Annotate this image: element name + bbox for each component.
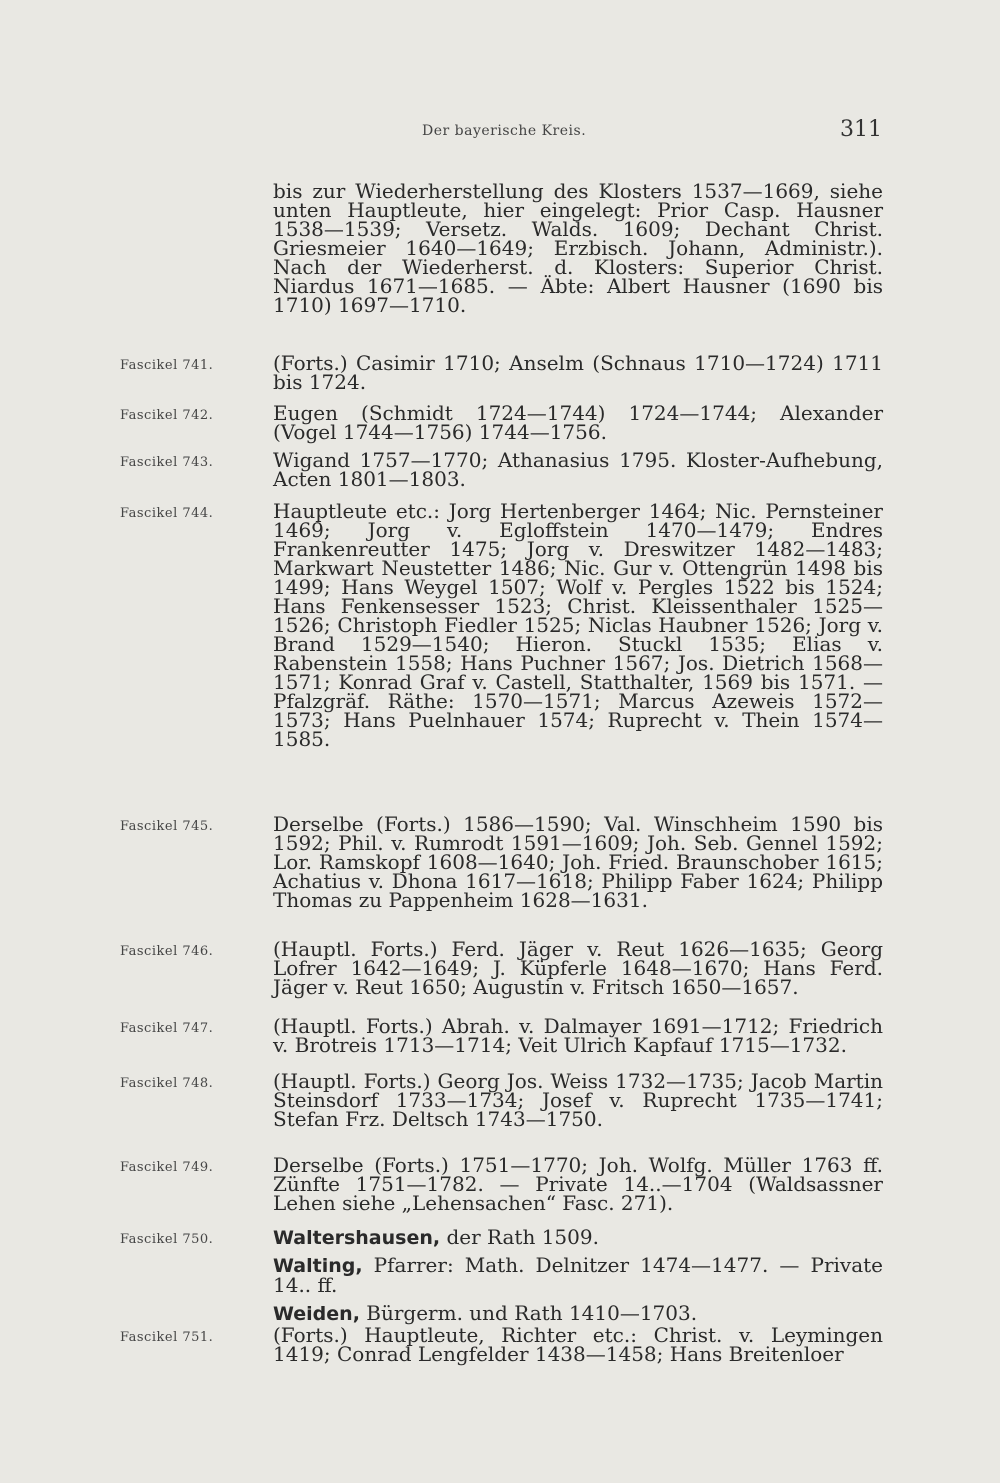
place-text: Bürgerm. und Rath 1410—1703.	[366, 1301, 698, 1325]
fascicle-label: Fascikel 742.	[120, 408, 214, 423]
fascicle-label: Fascikel 748.	[120, 1076, 214, 1091]
place-name: Walting,	[273, 1255, 363, 1277]
fascicle-label: Fascikel 744.	[120, 506, 214, 521]
place-name: Weiden,	[273, 1303, 360, 1325]
entry-text: (Hauptl. Forts.) Abrah. v. Dalmayer 1691—1712; Friedrich v. Brotreis 1713—1714; Veit Ulrich Kapfauf 1715—1732.	[273, 1014, 883, 1057]
fascicle-label: Fascikel 747.	[120, 1021, 214, 1036]
place-name: Waltershausen,	[273, 1227, 441, 1249]
entry-text: Wigand 1757—1770; Athanasius 1795. Kloster-Aufhebung, Acten 1801—1803.	[273, 448, 883, 491]
fascicle-label: Fascikel 750.	[120, 1232, 214, 1247]
entry-text: bis zur Wiederherstellung des Klosters 1537—1669, siehe unten Hauptleute, hier eingelegt: Prior Casp. Hausner 1538—1539; Versetz. Walds. 1609; Dechant Christ. Griesmeier 1640—1649; Erzbisch. Johann, Administr.). Nach der Wiederherst. d. Klosters: Superior Christ. Niardus 1671—1685. — Äbte: Albert Hausner (1690 bis 1710) 1697—1710.	[273, 179, 883, 317]
entry-text: (Hauptl. Forts.) Ferd. Jäger v. Reut 1626—1635; Georg Lofrer 1642—1649; J. Küpferle 1648—1670; Hans Ferd. Jäger v. Reut 1650; Augustin v. Fritsch 1650—1657.	[273, 937, 883, 999]
fascicle-label: Fascikel 749.	[120, 1160, 214, 1175]
entry-text: (Hauptl. Forts.) Georg Jos. Weiss 1732—1735; Jacob Martin Steinsdorf 1733—1734; Josef v. Ruprecht 1735—1741; Stefan Frz. Deltsch 1743—1750.	[273, 1069, 883, 1131]
place-text: der Rath 1509.	[446, 1225, 599, 1249]
entry-text	[273, 1253, 883, 1297]
entry-text: (Forts.) Casimir 1710; Anselm (Schnaus 1710—1724) 1711 bis 1724.	[273, 351, 883, 394]
fascicle-label: Fascikel 743.	[120, 455, 214, 470]
fascicle-label: Fascikel 745.	[120, 819, 214, 834]
fascicle-label: Fascikel 751.	[120, 1330, 214, 1345]
fascicle-label: Fascikel 741.	[120, 358, 214, 373]
entry-text: Derselbe (Forts.) 1751—1770; Joh. Wolfg. Müller 1763 ff. Zünfte 1751—1782. — Private 14..—1704 (Waldsassner Lehen siehe „Lehensachen“ Fasc. 271).	[273, 1153, 883, 1215]
page-number: 311	[840, 117, 882, 142]
entry-text: Eugen (Schmidt 1724—1744) 1724—1744; Alexander (Vogel 1744—1756) 1744—1756.	[273, 401, 883, 444]
entry-text	[273, 1225, 883, 1249]
fascicle-label: Fascikel 746.	[120, 944, 214, 959]
header-title: Der bayerische Kreis.	[422, 123, 587, 139]
place-text: Pfarrer: Math. Delnitzer 1474—1477. — Private 14.. ff.	[273, 1253, 883, 1297]
entry-text: Derselbe (Forts.) 1586—1590; Val. Winschheim 1590 bis 1592; Phil. v. Rumrodt 1591—1609; Joh. Seb. Gennel 1592; Lor. Ramskopf 1608—1640; Joh. Fried. Braunschober 1615; Achatius v. Dhona 1617—1618; Philipp Faber 1624; Philipp Thomas zu Pappenheim 1628—1631.	[273, 812, 883, 912]
entry-text: Hauptleute etc.: Jorg Hertenberger 1464; Nic. Pernsteiner 1469; Jorg v. Egloffstein 1470—1479; Endres Frankenreutter 1475; Jorg v. Dreswitzer 1482—1483; Markwart Neustetter 1486; Nic. Gur v. Ottengrün 1498 bis 1499; Hans Weygel 1507; Wolf v. Pergles 1522 bis 1524; Hans Fenkensesser 1523; Christ. Kleissenthaler 1525—1526; Christoph Fiedler 1525; Niclas Haubner 1526; Jorg v. Brand 1529—1540; Hieron. Stuckl 1535; Elias v. Rabenstein 1558; Hans Puchner 1567; Jos. Dietrich 1568—1571; Konrad Graf v. Castell, Statthalter, 1569 bis 1571. — Pfalzgräf. Räthe: 1570—1571; Marcus Azeweis 1572—1573; Hans Puelnhauer 1574; Ruprecht v. Thein 1574—1585.	[273, 499, 883, 751]
entry-text	[273, 1301, 883, 1325]
entry-text: (Forts.) Hauptleute, Richter etc.: Christ. v. Leymingen 1419; Conrad Lengfelder 1438—1458; Hans Breitenloer	[273, 1323, 883, 1366]
